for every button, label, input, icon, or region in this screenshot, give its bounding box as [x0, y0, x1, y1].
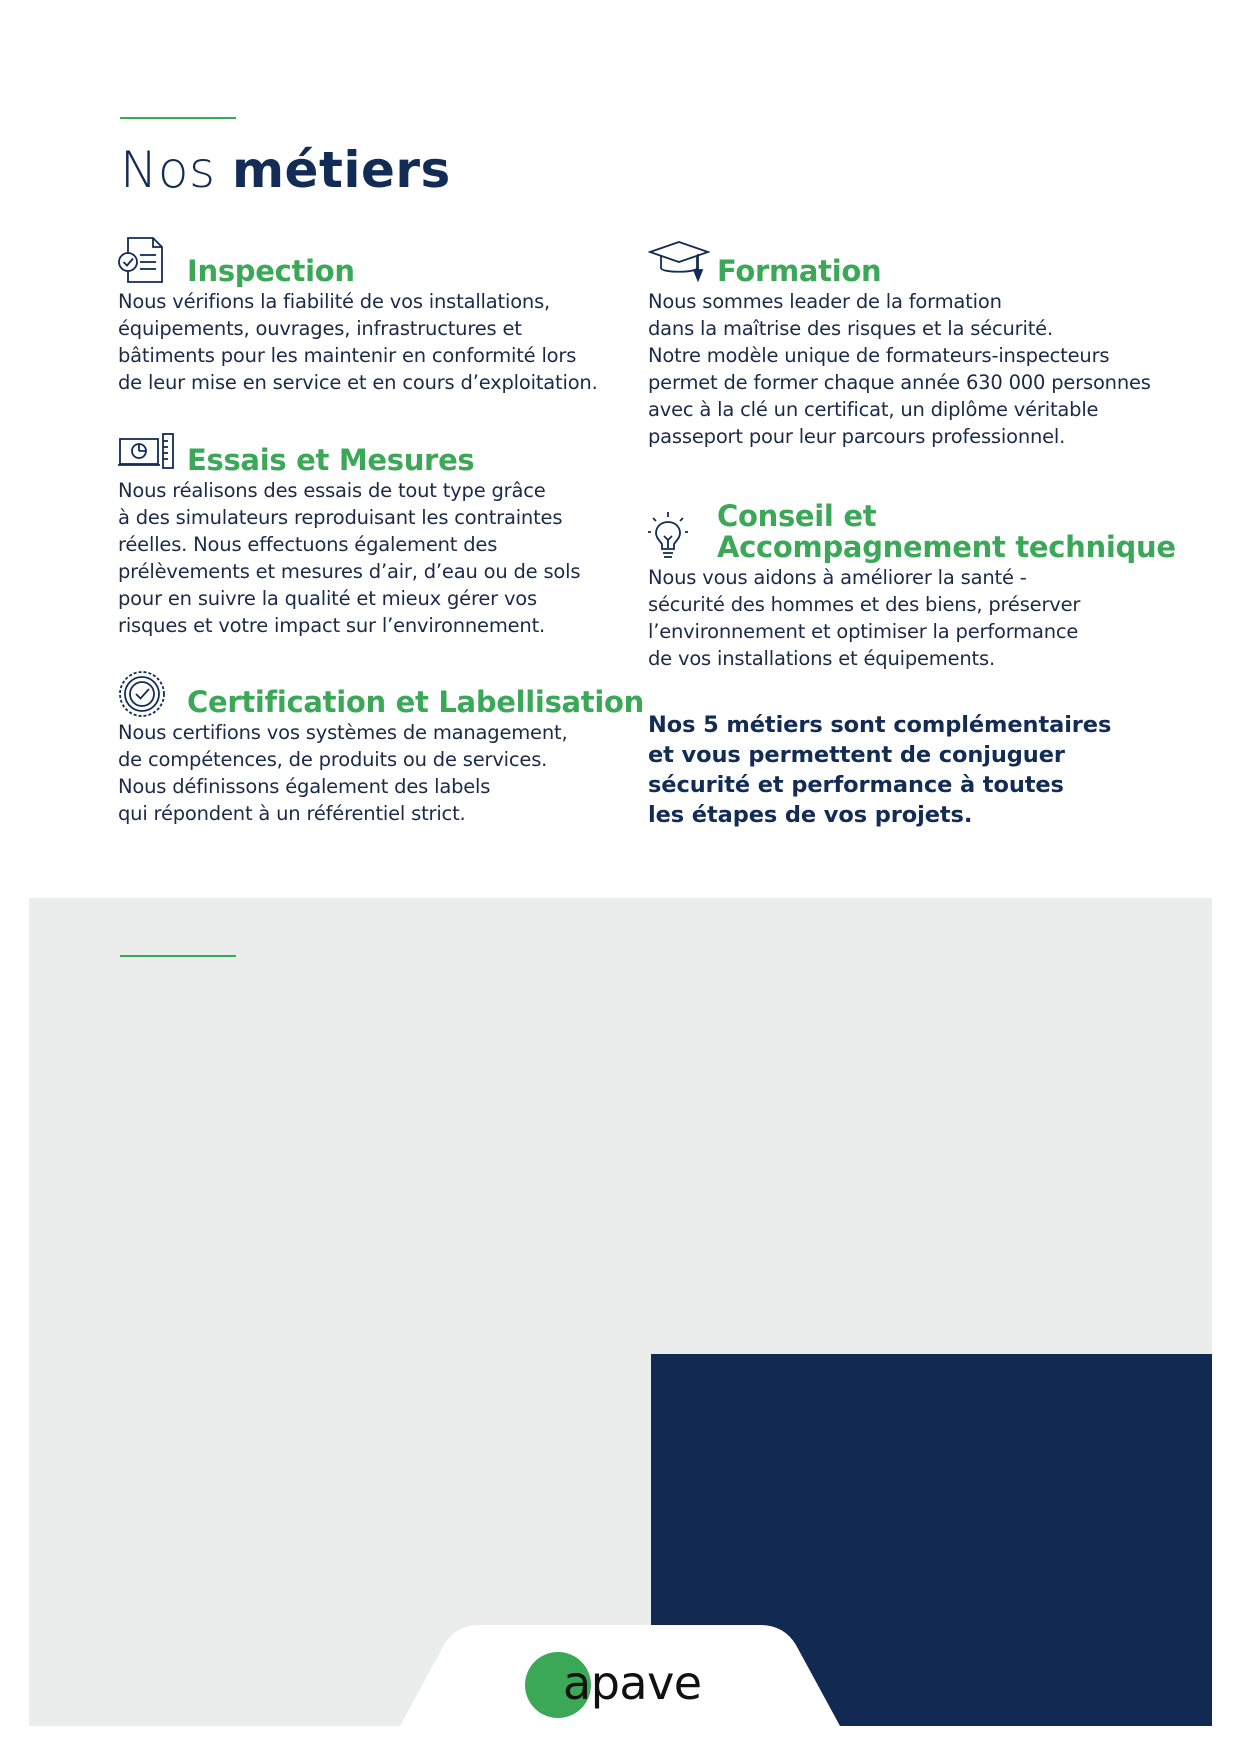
text-line: Nous vérifions la fiabilité de vos installations, [118, 290, 551, 313]
text-line: l’environnement et optimiser la performance [648, 620, 1079, 643]
closing-statement [648, 710, 1111, 830]
text-line: de leur mise en service et en cours d’exploitation. [118, 371, 598, 394]
closing-line: sécurité et performance à toutes [648, 772, 1064, 798]
page-title-bold: métiers [231, 141, 451, 199]
monitor-chart-ruler-icon [118, 432, 176, 472]
page-title-light: Nos [120, 141, 232, 199]
text-line: de vos installations et équipements. [648, 647, 995, 670]
text-line: risques et votre impact sur l’environnement. [118, 614, 546, 637]
page-title [120, 140, 451, 200]
text-line: avec à la clé un certificat, un diplôme véritable [648, 398, 1099, 421]
essais-title: Essais et Mesures [187, 443, 475, 477]
closing-line: Nos 5 métiers sont complémentaires [648, 712, 1112, 738]
conseil-title-line-1: Conseil et [717, 499, 877, 533]
checklist-document-icon [118, 235, 166, 283]
text-line: prélèvements et mesures d’air, d’eau ou de sols [118, 560, 581, 583]
formation-description [648, 288, 1151, 450]
conseil-title-line-2: Accompagnement technique [717, 530, 1176, 564]
certification-title: Certification et Labellisation [187, 685, 644, 719]
inspection-title: Inspection [187, 254, 355, 288]
text-line: à des simulateurs reproduisant les contraintes [118, 506, 563, 529]
text-line: passeport pour leur parcours professionnel. [648, 425, 1066, 448]
graduation-cap-icon [648, 240, 710, 284]
logo-wordmark: apave [563, 1656, 702, 1710]
text-line: Nous vous aidons à améliorer la santé - [648, 566, 1027, 589]
text-line: Nous sommes leader de la formation [648, 290, 1002, 313]
text-line: permet de former chaque année 630 000 personnes [648, 371, 1151, 394]
essais-description [118, 477, 580, 639]
text-line: Nous certifions vos systèmes de management, [118, 721, 568, 744]
panel-accent-rule [120, 955, 236, 957]
text-line: bâtiments pour les maintenir en conformité lors [118, 344, 577, 367]
text-line: sécurité des hommes et des biens, préserver [648, 593, 1081, 616]
text-line: qui répondent à un référentiel strict. [118, 802, 466, 825]
conseil-description [648, 564, 1080, 672]
text-line: Nous réalisons des essais de tout type grâce [118, 479, 546, 502]
apave-logo [525, 1650, 725, 1720]
inspection-description [118, 288, 598, 396]
text-line: Notre modèle unique de formateurs-inspecteurs [648, 344, 1110, 367]
closing-line: les étapes de vos projets. [648, 802, 973, 828]
lightbulb-icon [648, 510, 688, 560]
formation-title: Formation [717, 254, 882, 288]
text-line: réelles. Nous effectuons également des [118, 533, 498, 556]
certified-badge-icon [118, 670, 166, 718]
text-line: pour en suivre la qualité et mieux gérer vos [118, 587, 537, 610]
top-accent-rule [120, 117, 236, 119]
text-line: dans la maîtrise des risques et la sécurité. [648, 317, 1053, 340]
certification-description [118, 719, 567, 827]
text-line: équipements, ouvrages, infrastructures et [118, 317, 522, 340]
closing-line: et vous permettent de conjuguer [648, 742, 1065, 768]
text-line: de compétences, de produits ou de services. [118, 748, 548, 771]
text-line: Nous définissons également des labels [118, 775, 491, 798]
